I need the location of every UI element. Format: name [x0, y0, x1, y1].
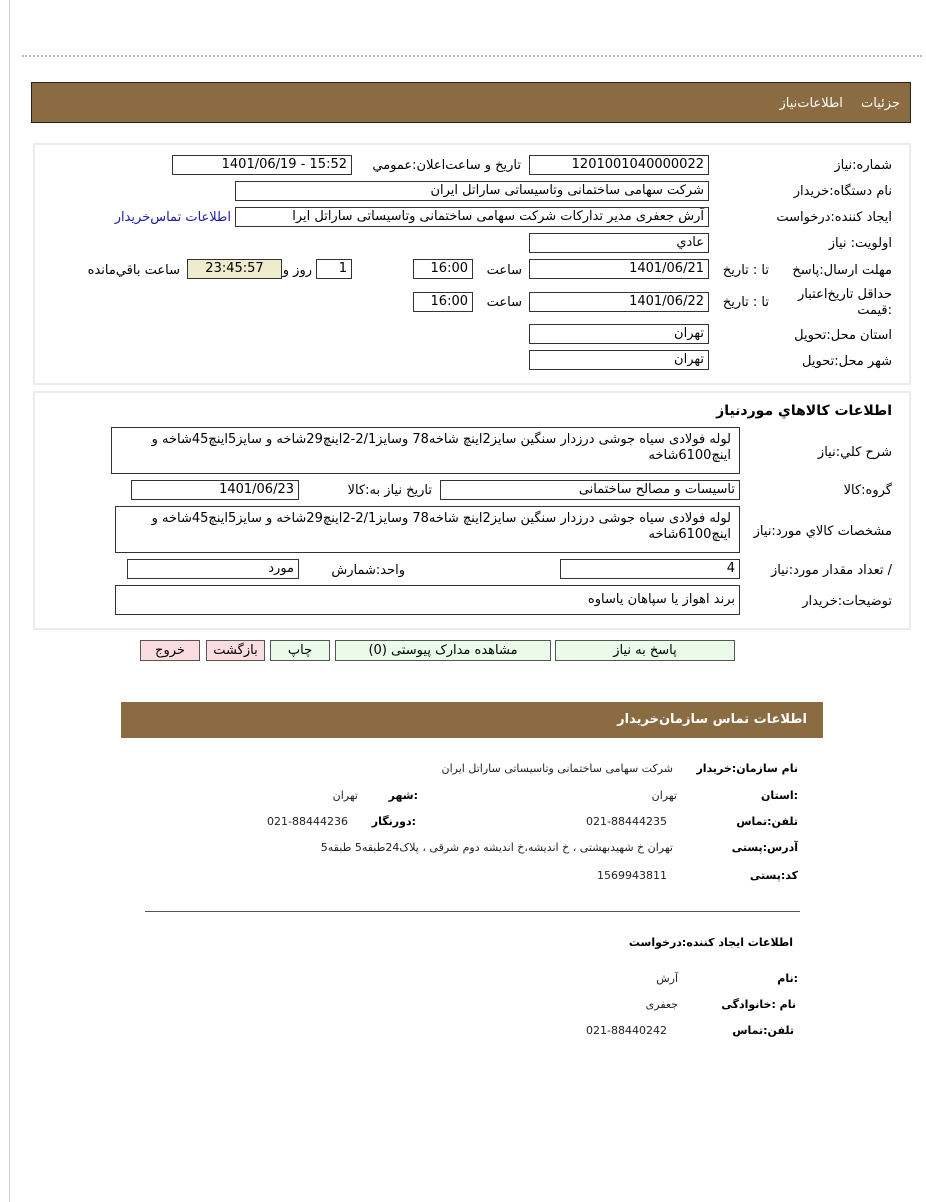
delivery-city-label: شهر محل:تحویل [802, 354, 892, 369]
requester-last-name-value: جعفری [645, 998, 678, 1011]
announce-date-field: 1401/06/19 - 15:52 [172, 155, 352, 175]
exit-button[interactable]: خروج [140, 640, 200, 661]
reply-time-field: 16:00 [413, 259, 473, 279]
priority-label: اولویت: نیاز [828, 236, 892, 251]
general-desc-label: شرح کلي:نیاز [817, 445, 892, 460]
quantity-field: 4 [560, 559, 740, 579]
requester-phone-value: 021-88440242 [586, 1024, 667, 1037]
top-divider [22, 55, 922, 57]
unit-field: مورد [127, 559, 299, 579]
view-attachments-button[interactable]: مشاهده مدارک پیوستی (0) [335, 640, 551, 661]
requester-last-name-label: نام :خانوادگی [721, 998, 796, 1011]
buyer-org-field: شرکت سهامی ساختمانی وتاسیساتی ساراتل ایران [235, 181, 709, 201]
contact-postal-label: کد:پستی [749, 869, 798, 882]
reply-date-field: 1401/06/21 [529, 259, 709, 279]
days-label: روز و [282, 263, 312, 278]
goods-spec-field: لوله فولادی سیاه جوشی درزدار سنگین سایز2اینچ شاخه78 وسایز2/1-2اینچ29شاخه و سایز5اینچ45شاخه و اینچ6100شاخه [115, 506, 740, 553]
creator-label: ایجاد کننده:درخواست [776, 210, 892, 225]
section-divider [145, 911, 800, 912]
left-border [9, 0, 10, 1202]
reply-time-label: ساعت [486, 263, 522, 278]
delivery-city-field: تهران [529, 350, 709, 370]
buyer-contact-title-bar: اطلاعات تماس سازمان‌خریدار [121, 702, 823, 738]
back-button[interactable]: بازگشت [206, 640, 265, 661]
reply-to-date-label: تا : تاریخ [722, 263, 769, 278]
contact-city-label: :شهر [388, 789, 418, 802]
validity-date-field: 1401/06/22 [529, 292, 709, 312]
goods-section-title: اطلاعات کالاهاي موردنیاز [716, 403, 892, 419]
buyer-notes-field: برند اهواز یا سپاهان یاساوه [115, 585, 740, 615]
contact-city-value: تهران [332, 789, 358, 802]
requester-phone-label: تلفن:تماس [732, 1024, 794, 1037]
reply-deadline-label: مهلت ارسال:پاسخ [792, 263, 892, 278]
validity-time-field: 16:00 [413, 292, 473, 312]
requester-first-name-label: :نام [777, 972, 798, 985]
requester-first-name-value: آرش [656, 972, 678, 985]
contact-org-label: نام سازمان:خریدار [696, 762, 798, 775]
general-desc-field: لوله فولادی سیاه جوشی درزدار سنگین سایز2اینچ شاخه78 وسایز2/1-2اینچ29شاخه و سایز5اینچ45شاخه و اینچ6100شاخه [111, 427, 740, 474]
delivery-province-field: تهران [529, 324, 709, 344]
goods-group-field: تاسیسات و مصالح ساختمانی [440, 480, 740, 500]
quantity-label: / تعداد مقدار مورد:نیاز [770, 563, 892, 578]
contact-phone-value: 021-88444235 [586, 815, 667, 828]
goods-spec-label: مشخصات کالاي مورد:نیاز [753, 524, 892, 539]
delivery-province-label: استان محل:تحویل [794, 328, 892, 343]
contact-province-value: تهران [651, 789, 677, 802]
contact-address-label: آدرس:پستی [731, 841, 798, 854]
announce-date-label: تاریخ و ساعت‌اعلان:عمومي [372, 158, 521, 173]
contact-address-value: تهران خ شهیدبهشتی ، خ اندیشه،خ اندیشه دوم شرقی ، پلاک24طبقه5 طبقه5 [320, 841, 673, 854]
contact-province-label: :استان [761, 789, 798, 802]
tab-details[interactable]: جزئیات [861, 96, 900, 111]
need-number-field: 1201001040000022 [529, 155, 709, 175]
creator-field: آرش جعفری مدیر تدارکات شرکت سهامی ساختمانی وتاسیساتی ساراتل ایرا [235, 207, 709, 227]
price-validity-label: حداقل تاریخ‌اعتبار :قیمت [798, 287, 892, 318]
requester-section-title: اطلاعات ایجاد کننده:درخواست [628, 936, 793, 949]
countdown-timer: 23:45:57 [187, 259, 282, 279]
contact-phone-label: تلفن:تماس [736, 815, 798, 828]
contact-fax-value: 021-88444236 [267, 815, 348, 828]
tab-need-info[interactable]: اطلاعات‌نیاز [779, 96, 843, 111]
validity-to-date-label: تا : تاریخ [722, 295, 769, 310]
print-button[interactable]: چاپ [270, 640, 330, 661]
priority-field: عادي [529, 233, 709, 253]
contact-fax-label: :دورنگار [371, 815, 416, 828]
remaining-time-label: ساعت باقي‌مانده [87, 263, 180, 278]
unit-label: واحد:شمارش [331, 563, 405, 578]
contact-postal-value: 1569943811 [597, 869, 667, 882]
goods-group-label: گروه:کالا [843, 483, 892, 498]
need-date-field: 1401/06/23 [131, 480, 299, 500]
validity-time-label: ساعت [486, 295, 522, 310]
buyer-contact-link[interactable]: اطلاعات تماس‌خریدار [114, 210, 231, 225]
buyer-org-label: نام دستگاه:خریدار [793, 184, 892, 199]
need-date-label: تاریخ نیاز به:کالا [347, 483, 432, 498]
buyer-notes-label: توضیحات:خریدار [802, 594, 892, 609]
reply-to-need-button[interactable]: پاسخ به نیاز [555, 640, 735, 661]
need-number-label: شماره:نیاز [834, 158, 892, 173]
contact-org-value: شرکت سهامی ساختمانی وتاسیساتی ساراتل ایران [441, 762, 673, 775]
days-remaining-field: 1 [316, 259, 352, 279]
header-tabs-bar [31, 82, 911, 123]
